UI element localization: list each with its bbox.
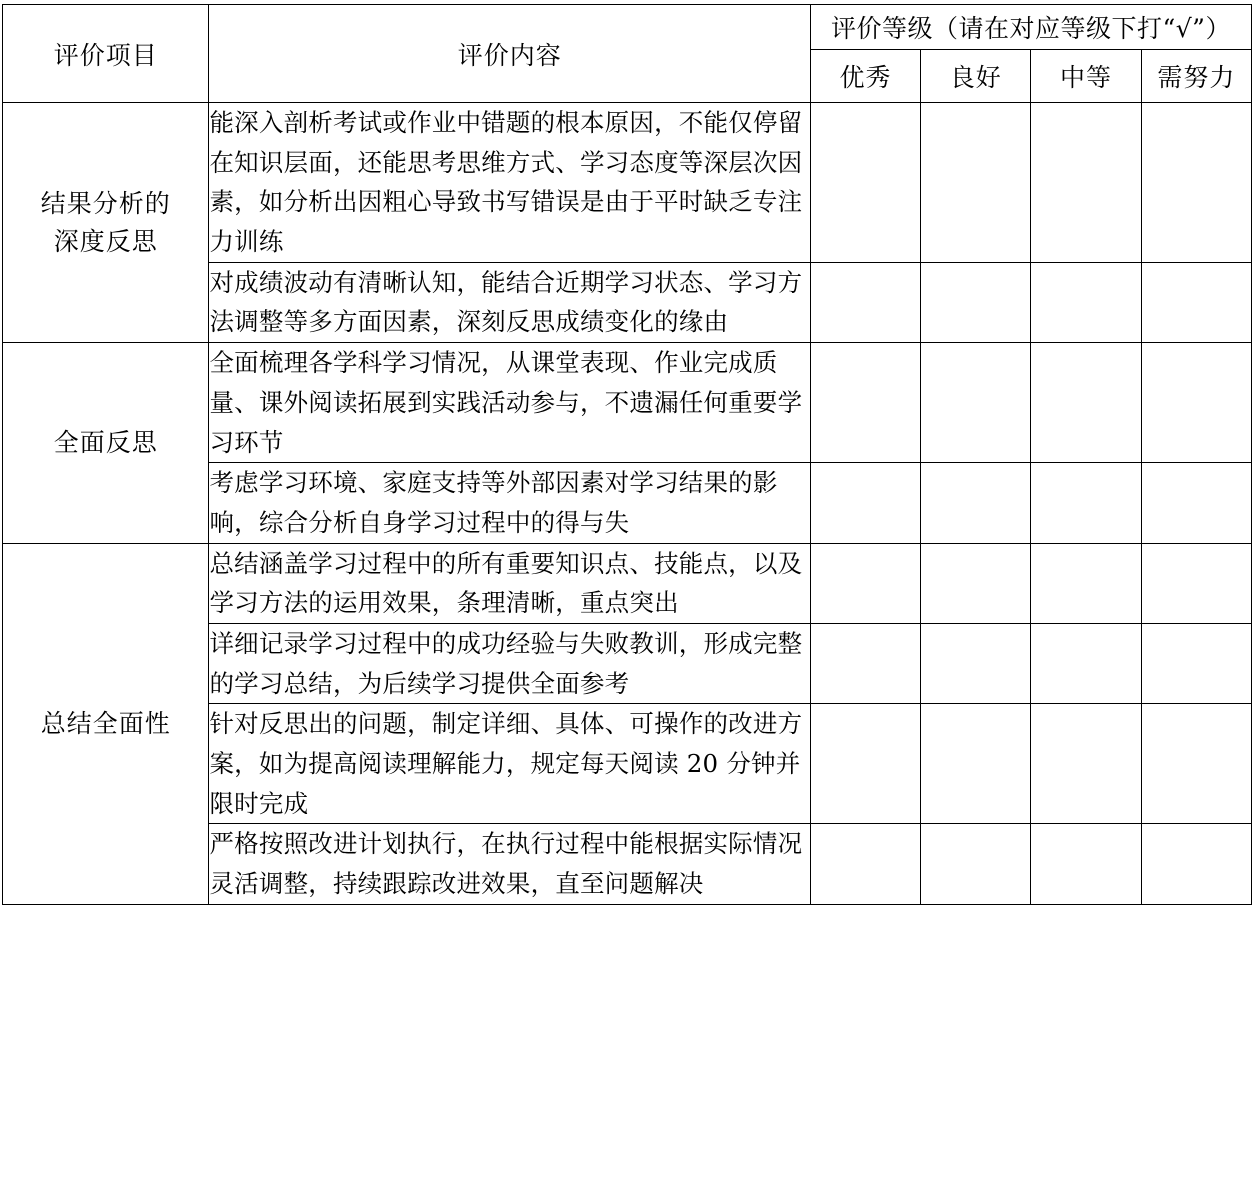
table-row <box>3 543 1252 623</box>
checkbox-cell-good-r5[interactable] <box>921 543 1031 623</box>
checkbox-cell-good-r3[interactable] <box>921 343 1031 463</box>
checkbox-cell-needs-effort-r4[interactable] <box>1141 463 1251 543</box>
checkbox-cell-good-r8[interactable] <box>921 824 1031 904</box>
evaluation-table <box>2 4 1252 905</box>
checkbox-cell-good-r1[interactable] <box>921 103 1031 263</box>
checkbox-cell-needs-effort-r7[interactable] <box>1141 704 1251 824</box>
table-header-row-1 <box>3 5 1252 50</box>
item-group-2: 全面反思 <box>3 343 209 543</box>
item-group-3: 总结全面性 <box>3 543 209 904</box>
checkbox-cell-excellent-r8[interactable] <box>810 824 920 904</box>
item-group-1-line-1: 结果分析的 <box>40 189 171 219</box>
checkbox-cell-medium-r6[interactable] <box>1031 623 1141 703</box>
table-row <box>3 103 1252 263</box>
item-group-1-line-2: 深度反思 <box>53 226 158 256</box>
header-evaluation-content: 评价内容 <box>209 5 810 103</box>
checkbox-cell-medium-r8[interactable] <box>1031 824 1141 904</box>
checkbox-cell-good-r4[interactable] <box>921 463 1031 543</box>
checkbox-cell-medium-r2[interactable] <box>1031 262 1141 342</box>
content-g3-r4: 严格按照改进计划执行，在执行过程中能根据实际情况灵活调整，持续跟踪改进效果，直至问题解决 <box>209 824 810 904</box>
checkbox-cell-excellent-r6[interactable] <box>810 623 920 703</box>
checkbox-cell-needs-effort-r2[interactable] <box>1141 262 1251 342</box>
content-g3-r2: 详细记录学习过程中的成功经验与失败教训，形成完整的学习总结，为后续学习提供全面参考 <box>209 623 810 703</box>
checkbox-cell-excellent-r4[interactable] <box>810 463 920 543</box>
header-grade-excellent: 优秀 <box>810 50 920 103</box>
checkbox-cell-excellent-r1[interactable] <box>810 103 920 263</box>
content-g2-r1: 全面梳理各学科学习情况，从课堂表现、作业完成质量、课外阅读拓展到实践活动参与，不遗漏任何重要学习环节 <box>209 343 810 463</box>
checkbox-cell-needs-effort-r1[interactable] <box>1141 103 1251 263</box>
checkbox-cell-medium-r7[interactable] <box>1031 704 1141 824</box>
checkbox-cell-medium-r1[interactable] <box>1031 103 1141 263</box>
item-group-1 <box>3 103 209 343</box>
checkbox-cell-excellent-r2[interactable] <box>810 262 920 342</box>
checkbox-cell-needs-effort-r3[interactable] <box>1141 343 1251 463</box>
content-g1-r1: 能深入剖析考试或作业中错题的根本原因，不能仅停留在知识层面，还能思考思维方式、学习态度等深层次因素，如分析出因粗心导致书写错误是由于平时缺乏专注力训练 <box>209 103 810 263</box>
header-grade-medium: 中等 <box>1031 50 1141 103</box>
header-evaluation-item: 评价项目 <box>3 5 209 103</box>
checkbox-cell-medium-r5[interactable] <box>1031 543 1141 623</box>
checkbox-cell-needs-effort-r8[interactable] <box>1141 824 1251 904</box>
checkbox-cell-good-r7[interactable] <box>921 704 1031 824</box>
checkbox-cell-medium-r3[interactable] <box>1031 343 1141 463</box>
checkbox-cell-good-r2[interactable] <box>921 262 1031 342</box>
content-g2-r2: 考虑学习环境、家庭支持等外部因素对学习结果的影响，综合分析自身学习过程中的得与失 <box>209 463 810 543</box>
content-g1-r2: 对成绩波动有清晰认知，能结合近期学习状态、学习方法调整等多方面因素，深刻反思成绩变化的缘由 <box>209 262 810 342</box>
header-grade-good: 良好 <box>921 50 1031 103</box>
checkbox-cell-excellent-r3[interactable] <box>810 343 920 463</box>
checkbox-cell-needs-effort-r5[interactable] <box>1141 543 1251 623</box>
checkbox-cell-good-r6[interactable] <box>921 623 1031 703</box>
checkbox-cell-excellent-r7[interactable] <box>810 704 920 824</box>
content-g3-r1: 总结涵盖学习过程中的所有重要知识点、技能点，以及学习方法的运用效果，条理清晰，重点突出 <box>209 543 810 623</box>
checkbox-cell-needs-effort-r6[interactable] <box>1141 623 1251 703</box>
checkbox-cell-excellent-r5[interactable] <box>810 543 920 623</box>
header-evaluation-grade-group: 评价等级（请在对应等级下打“√”） <box>810 5 1251 50</box>
header-grade-needs-effort: 需努力 <box>1141 50 1251 103</box>
content-g3-r3: 针对反思出的问题，制定详细、具体、可操作的改进方案，如为提高阅读理解能力，规定每天阅读 20 分钟并限时完成 <box>209 704 810 824</box>
table-row <box>3 343 1252 463</box>
checkbox-cell-medium-r4[interactable] <box>1031 463 1141 543</box>
